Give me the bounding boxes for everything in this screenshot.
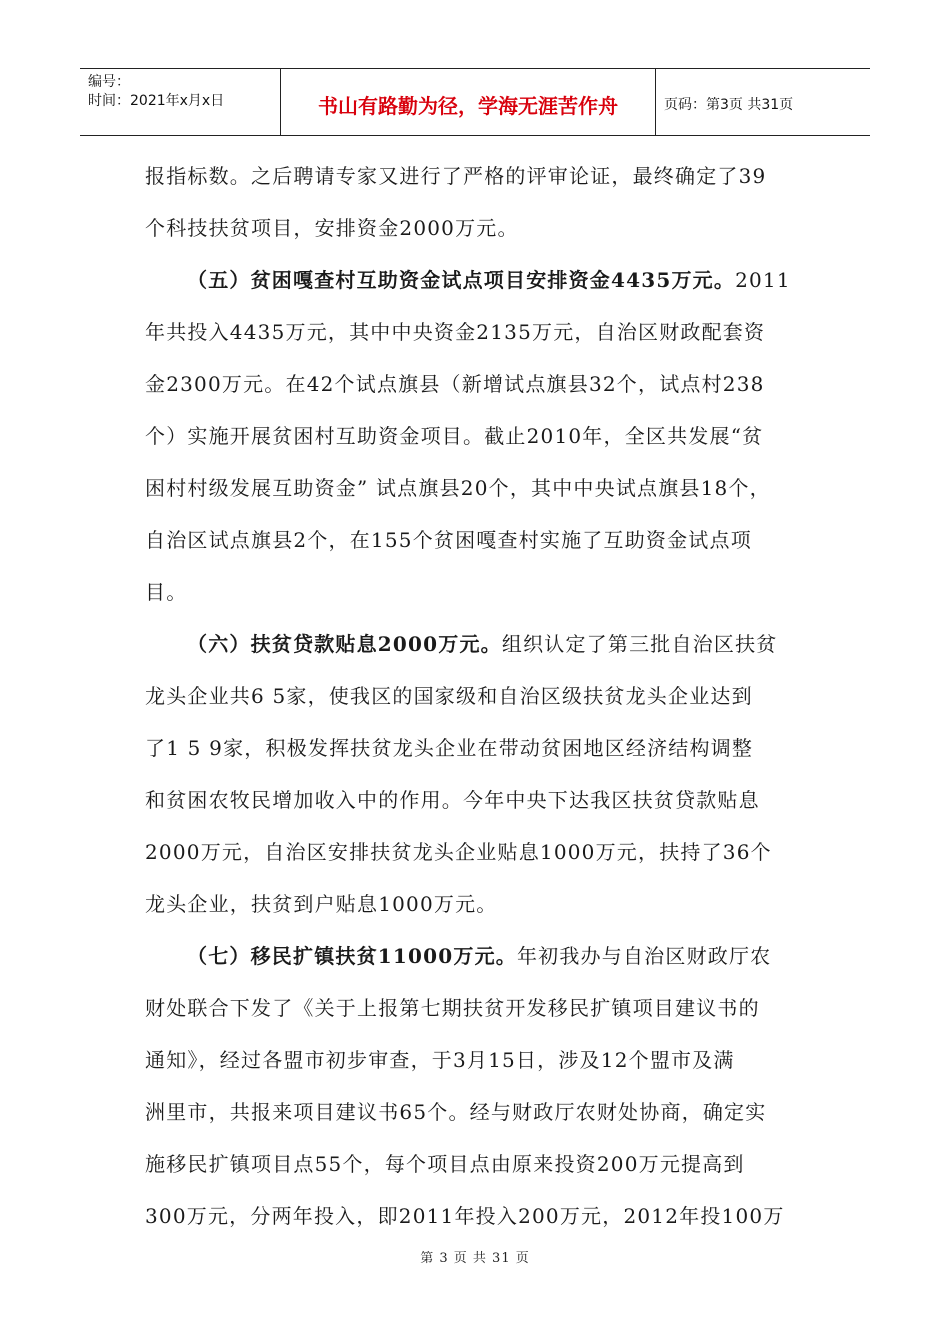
section7-first-line-text: 年初我办与自治区财政厅农 [516, 944, 772, 968]
document-number-label: 编号： [88, 74, 130, 90]
section6-first-line [145, 618, 813, 670]
body-line: 300万元，分两年投入，即2011年投入200万元，2012年投100万 [145, 1204, 785, 1228]
body-line: 个科技扶贫项目，安排资金2000万元。 [145, 216, 519, 240]
section5-first-line [145, 254, 813, 306]
page-footer: 第 3 页 共 31 页 [420, 1251, 530, 1266]
body-line: 龙头企业，扶贫到户贴息1000万元。 [145, 892, 498, 916]
body-line: 个）实施开展贫困村互助资金项目。截止2010年，全区共发展“贫 [145, 424, 764, 448]
header-page-info: 页码：第3页 共31页 [664, 97, 794, 113]
body-line: 施移民扩镇项目点55个，每个项目点由原来投资200万元提高到 [145, 1152, 745, 1176]
body-line: 金2300万元。在42个试点旗县（新增试点旗县32个，试点村238 [145, 372, 765, 396]
page-header [80, 68, 870, 136]
body-line: 目。 [145, 580, 188, 604]
body-line: 年共投入4435万元，其中中央资金2135万元，自治区财政配套资 [145, 320, 766, 344]
section7-heading: （七）移民扩镇扶贫11000万元。 [187, 944, 517, 968]
body-line: 报指标数。之后聘请专家又进行了严格的评审论证，最终确定了39 [145, 164, 767, 188]
body-line: 和贫困农牧民增加收入中的作用。今年中央下达我区扶贫贷款贴息 [145, 788, 760, 812]
body-line: 通知》，经过各盟市初步审查，于3月15日，涉及12个盟市及满 [145, 1048, 735, 1072]
section6-first-line-text: 组织认定了第三批自治区扶贫 [501, 632, 778, 656]
body-line: 自治区试点旗县2个，在155个贫困嘎查村实施了互助资金试点项 [145, 528, 752, 552]
body-line: 了1 5 9家，积极发挥扶贫龙头企业在带动贫困地区经济结构调整 [145, 736, 754, 760]
body-line: 困村村级发展互助资金” 试点旗县20个，其中中央试点旗县18个， [145, 476, 771, 500]
document-time-label: 时间：2021年x月x日 [88, 93, 225, 109]
body-line: 财处联合下发了《关于上报第七期扶贫开发移民扩镇项目建议书的 [145, 996, 760, 1020]
section6-heading: （六）扶贫贷款贴息2000万元。 [187, 632, 502, 656]
body-line: 洲里市，共报来项目建议书65个。经与财政厅农财处协商，确定实 [145, 1100, 767, 1124]
section5-first-line-text: 2011 [735, 268, 791, 292]
section5-heading: （五）贫困嘎查村互助资金试点项目安排资金4435万元。 [187, 268, 736, 292]
header-meta [80, 69, 281, 135]
document-body [145, 150, 813, 1242]
section7-first-line [145, 930, 813, 982]
body-line: 龙头企业共6 5家，使我区的国家级和自治区级扶贫龙头企业达到 [145, 684, 753, 708]
header-motto: 书山有路勤为径，学海无涯苦作舟 [281, 69, 656, 135]
body-line: 2000万元，自治区安排扶贫龙头企业贴息1000万元，扶持了36个 [145, 840, 772, 864]
